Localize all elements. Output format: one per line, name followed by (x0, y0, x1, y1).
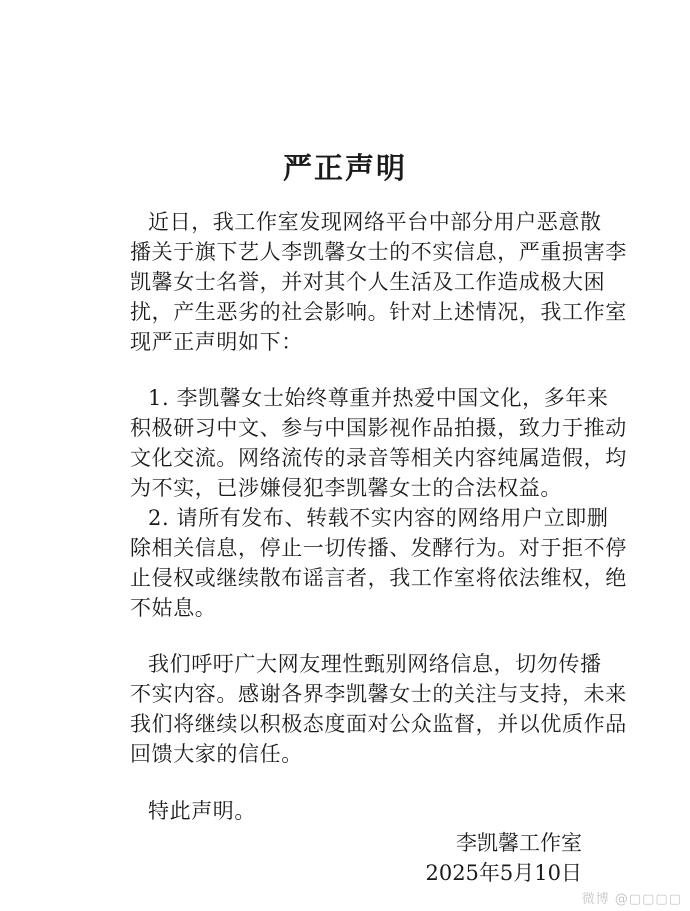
paragraph-1-line-2: 播关于旗下艺人李凯馨女士的不实信息，严重损害李 (130, 240, 627, 264)
item-1-line-4: 为不实，已涉嫌侵犯李凯馨女士的合法权益。 (130, 476, 562, 500)
paragraph-1-line-3: 凯馨女士名誉，并对其个人生活及工作造成极大困 (130, 270, 606, 294)
paragraph-3-line-4: 回馈大家的信任。 (130, 742, 303, 766)
paragraph-3-line-1: 我们呼吁广大网友理性甄别网络信息，切勿传播 (148, 652, 602, 676)
item-1-line-2: 积极研习中文、参与中国影视作品拍摄，致力于推动 (130, 416, 627, 440)
paragraph-1-line-5: 现严正声明如下： (130, 330, 303, 354)
item-2-line-3: 止侵权或继续散布谣言者，我工作室将依法维权，绝 (130, 566, 627, 590)
paragraph-3-line-3: 我们将继续以积极态度面对公众监督，并以优质作品 (130, 712, 627, 736)
item-2-line-2: 除相关信息，停止一切传播、发酵行为。对于拒不停 (130, 536, 627, 560)
item-2-line-4: 不姑息。 (130, 596, 217, 620)
paragraph-1-line-1: 近日，我工作室发现网络平台中部分用户恶意散 (148, 210, 602, 234)
paragraph-1-line-4: 扰，产生恶劣的社会影响。针对上述情况，我工作室 (130, 300, 627, 324)
item-1-line-1: 1. 李凯馨女士始终尊重并热爱中国文化，多年来 (148, 386, 609, 410)
signature: 李凯馨工作室 (456, 831, 582, 855)
weibo-watermark: 微博 @▢▢▢▢ (581, 892, 682, 907)
paragraph-3-line-2: 不实内容。感谢各界李凯馨女士的关注与支持，未来 (130, 682, 627, 706)
statement-title: 严正声明 (282, 151, 407, 185)
item-2-line-1: 2. 请所有发布、转载不实内容的网络用户立即删 (148, 506, 609, 530)
item-1-line-3: 文化交流。网络流传的录音等相关内容纯属造假，均 (130, 446, 627, 470)
closing-text: 特此声明。 (148, 799, 256, 823)
statement-date: 2025年5月10日 (425, 861, 582, 885)
